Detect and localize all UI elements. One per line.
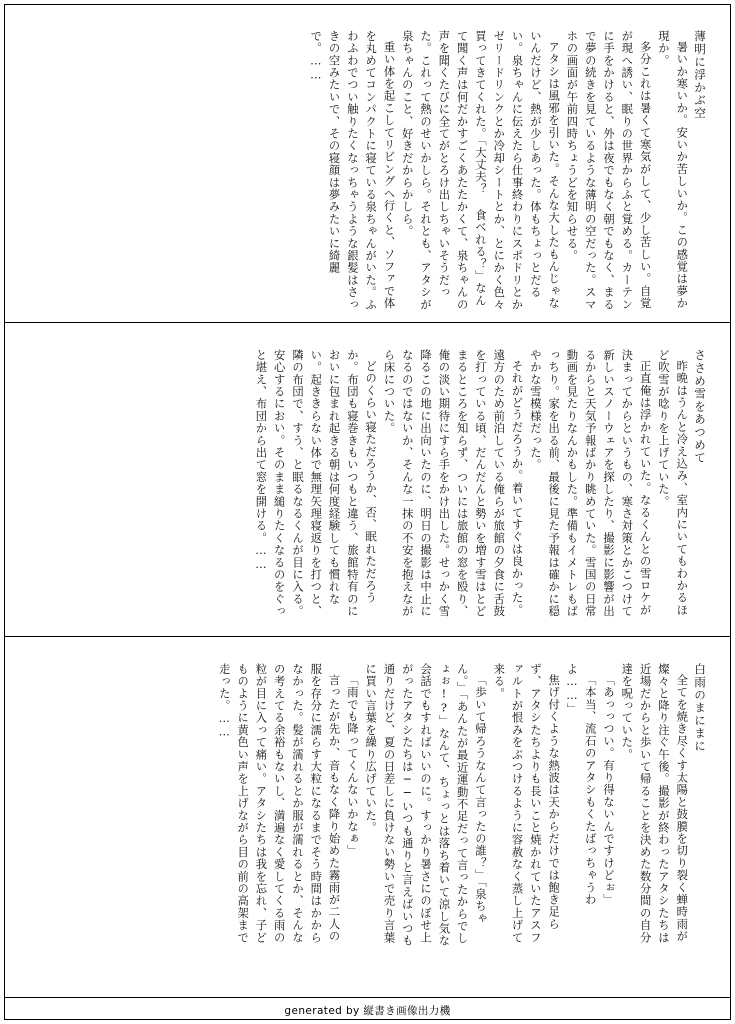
paragraph: 多分これは暑くて寒気がして、少し苦しい。自覚が現へ誘い、眠りの世界からふと覚める。カーテンに手をかけると、外は夜でもなく朝でもなく、まるで夢の続きを見ているような薄明の空だった。スマホの画面が午前四時ちょうどを知らせる。 bbox=[565, 30, 652, 311]
page-content bbox=[4, 4, 731, 1020]
vertical-text-block-2 bbox=[26, 349, 709, 626]
vertical-text-block-3 bbox=[26, 663, 709, 948]
paragraph: 昨晩はうんと冷え込み、室内にいてもわかるほど吹雪が唸りを上げていた。 bbox=[656, 349, 689, 617]
story-section-2 bbox=[4, 322, 731, 636]
paragraph: 重い体を起こしてリビングへ行くと、ソファで体を丸めてコンパクトに寝ている泉ちゃんがいた。ふわふわでつい触りたくなっちゃうような銀髪はさっきの空みたいで、その寝顔は夢みたいに綺麗で。…… bbox=[309, 30, 396, 311]
paragraph: 全てを焼き尽くす太陽と鼓膜を切り裂く蝉時雨が燦々と降り注ぐ午後。撮影が終わったアタシたちは近場だからと歩いて帰ることを決めた数分間の自分達を呪っていた。 bbox=[620, 663, 689, 944]
paragraph: 「本当、流石のアタシもくたばっちゃうわよ……」 bbox=[565, 663, 597, 907]
vertical-text-block-1 bbox=[26, 30, 709, 312]
paragraph: 「歩いて帰ろうなんて言ったの誰？」「泉ちゃん。」「あんたが最近運動不足だって言ったからでしょぉ!?」なんて、ちょっとは落ち着いて涼し気な会話でもすればいいのに。すっかり暑さにのぼせ上がったアタシたちは──いつも通りと言えばいつも通りだけど、夏の日差しに負けない勢いで売り言葉に買い言葉を繰り広げていた。 bbox=[364, 663, 487, 947]
paragraph: 正直俺は浮かれていた。なるくんとの雪ロケが決まってからというもの、寒さ対策とかこつけて新しいスノーウェアを探したり、撮影に影響が出るからと天気予報ばかり眺めていた。雪国の日常動画を見たりなんかもした。準備もイメトレもばっちり。家を出る前、最後に見た予報は確かに穏やかな雪模様だった。 bbox=[528, 349, 652, 618]
paragraph: それがどうだろうか。着いてすぐは良かった。遠方のため前泊している俺らが旅館の夕食に舌鼓を打っている頃、だんだんと勢いを増す雪はとどまるところを知らず、ついには旅館の窓を殴り、俺の淡い期待にすら手をかけ出した。せっかく雪降るこの地に出向いたのに、明日の撮影は中止になるのではないか、そんな一抹の不安を抱えながら床についた。 bbox=[382, 349, 524, 618]
paragraph: アタシは風邪を引いた。そんな大したもんじゃないんだけど、熱が少しあった。体もちょっとだるい。泉ちゃんに伝えたら仕事終わりにスポドリとかゼリードリンクとか冷却シートとか、とにかく色々買ってきてくれた。「大丈夫？ 食べれる？」なんて聞く声は何だかすごくあたたかくて、泉ちゃんの声を聞くたびに全てがとろけ出しちゃいそうだった。これって熱のせいかしら。それとも、アタシが泉ちゃんのこと、好きだからかしら。 bbox=[400, 30, 561, 311]
paragraph: 言ったが先か、音もなく降り始めた霧雨が二人の服を存分に濡らす大粒になるまでそう時間はかからなかった。髪が濡れるとか服が濡れるとか、そんなの考えてる余裕もないし、満遍なく愛してくる雨の粒が目に入って痛い。アタシたちは我を忘れ、子どものように黄色い声を上げながら目の前の高架まで走った。…… bbox=[217, 663, 341, 944]
paragraph: 「雨でも降ってくんないかなぁ」 bbox=[345, 674, 359, 858]
footer-divider bbox=[4, 997, 731, 998]
footer-note: generated by 縦書き画像出力機 bbox=[284, 1005, 451, 1017]
section-title-3: 白雨のまにまに bbox=[693, 663, 707, 753]
section-title-2: ささめ雪をあつめて bbox=[693, 349, 707, 465]
section-title-1: 薄明に浮かぶ空 bbox=[693, 30, 707, 120]
paragraph: 暑いか寒いか。安いか苦しいか。この感覚は夢か現か。 bbox=[656, 30, 689, 310]
paragraph: どのくらい寝ただろうか、否、眠れただろうか。布団も寝巻きもいつもと違う、旅館特有のにおいに包まれ起きる朝は何度経験しても慣れない。起ききらない体で無理矢理寝返りを打つと、隣の布団で、すう、と眠るなるくんが目に入る。安心するにおい。そのまま縋りたくなるのをぐっと堪え、布団から出て窓を開ける。…… bbox=[254, 349, 378, 618]
paragraph: 焦げ付くような熱波は天からだけでは飽き足らず、アタシたちよりも長いこと焼かれていたアスファルトが恨みをぶつけるように容赦なく蒸し上げて来る。 bbox=[492, 663, 561, 944]
story-section-3 bbox=[4, 636, 731, 958]
paragraph: 「あっっつい。有り得ないんですけどぉ」 bbox=[602, 674, 616, 907]
story-section-1 bbox=[4, 4, 731, 322]
